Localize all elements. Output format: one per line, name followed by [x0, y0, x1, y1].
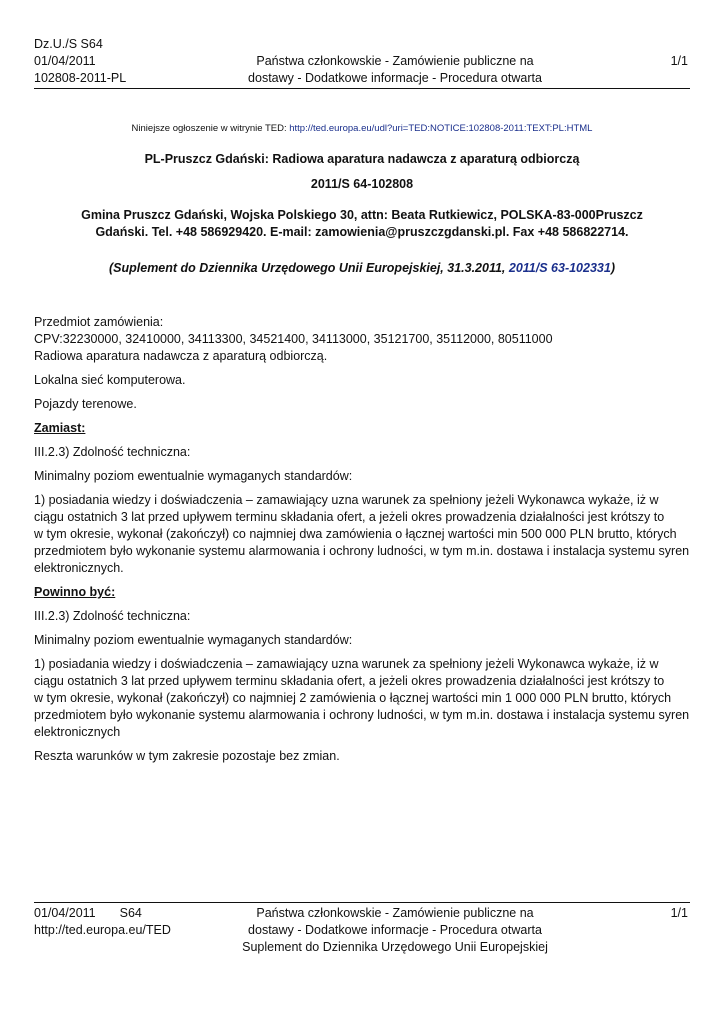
header-center-line1: Państwa członkowskie - Zamówienie publiczne na: [256, 54, 534, 68]
should-min-standards: Minimalny poziom ewentualnie wymaganych standardów:: [34, 633, 353, 647]
header-page-number: 1/1: [670, 54, 688, 68]
footer-left: [34, 905, 171, 939]
should-line: w tym okresie, wykonał (zakończył) co najmniej 2 zamówienia o łącznej wartości min 1 000 000 PLN brutto, których: [34, 691, 672, 705]
instead-min-standards: Minimalny poziom ewentualnie wymaganych standardów:: [34, 469, 353, 483]
should-line: elektronicznych: [34, 725, 121, 739]
supplement-link[interactable]: 2011/S 63-102331: [508, 261, 611, 275]
notice-number: 2011/S 64-102808: [310, 177, 414, 191]
cpv-codes: CPV:32230000, 32410000, 34113300, 34521400, 34113000, 35121700, 35112000, 80511000: [34, 332, 553, 346]
ted-notice-link[interactable]: http://ted.europa.eu/udl?uri=TED:NOTICE:102808-2011:TEXT:PL:HTML: [289, 123, 593, 134]
should-condition: [34, 656, 690, 741]
should-line: 1) posiadania wiedzy i doświadczenia – zamawiający uzna warunek za spełniony jeżeli Wykonawca wykaże, iż w: [34, 657, 659, 671]
page-header: [34, 36, 690, 89]
subject-label: Przedmiot zamówienia:: [34, 315, 164, 329]
footer-date-series: [34, 905, 171, 922]
rest-unchanged: Reszta warunków w tym zakresie pozostaje bez zmian.: [34, 749, 340, 763]
ted-notice-line: [34, 120, 690, 137]
footer-center-line2: dostawy - Dodatkowe informacje - Procedura otwarta: [248, 923, 542, 937]
supplement-reference: [34, 260, 690, 277]
subject-description: Radiowa aparatura nadawcza z aparaturą odbiorczą.: [34, 349, 328, 363]
contracting-authority: [34, 207, 690, 241]
should-section: III.2.3) Zdolność techniczna:: [34, 609, 191, 623]
instead-line: ciągu ostatnich 3 lat przed upływem terminu składania ofert, a jeżeli okres prowadzenia działalności jest krótszy to: [34, 510, 665, 524]
notice-title: PL-Pruszcz Gdański: Radiowa aparatura nadawcza z aparaturą odbiorczą: [144, 152, 580, 166]
footer-center: [214, 905, 576, 956]
header-center-line2: dostawy - Dodatkowe informacje - Procedura otwarta: [248, 71, 542, 85]
instead-section: III.2.3) Zdolność techniczna:: [34, 445, 191, 459]
header-left: [34, 36, 126, 87]
subject-paragraph: [34, 314, 690, 365]
instead-condition: [34, 492, 690, 577]
header-center: [234, 53, 556, 87]
header-notice-ref: 102808-2011-PL: [34, 71, 127, 85]
supplement-prefix: (Suplement do Dziennika Urzędowego Unii Europejskiej, 31.3.2011,: [109, 261, 509, 275]
notice-body: [34, 314, 690, 772]
instead-line: elektronicznych.: [34, 561, 124, 575]
instead-label: Zamiast:: [34, 421, 86, 435]
instead-line: 1) posiadania wiedzy i doświadczenia – zamawiający uzna warunek za spełniony jeżeli Wykonawca wykaże, iż w: [34, 493, 659, 507]
should-be-label: Powinno być:: [34, 585, 116, 599]
footer-page-number: 1/1: [670, 906, 688, 920]
footer-date: 01/04/2011: [34, 906, 96, 920]
footer-series: S64: [119, 906, 142, 920]
should-line: przedmiotem było wykonanie systemu alarmowania i ochrony ludności, w tym m.in. dostawa i instalacja systemu syren: [34, 708, 690, 722]
footer-url: http://ted.europa.eu/TED: [34, 923, 171, 937]
header-date: 01/04/2011: [34, 54, 96, 68]
instead-line: w tym okresie, wykonał (zakończył) co najmniej dwa zamówienia o łącznej wartości min 500 000 PLN brutto, których: [34, 527, 677, 541]
vehicles-paragraph: Pojazdy terenowe.: [34, 397, 137, 411]
header-journal-ref: Dz.U./S S64: [34, 37, 103, 51]
network-paragraph: Lokalna sieć komputerowa.: [34, 373, 186, 387]
instead-line: przedmiotem było wykonanie systemu alarmowania i ochrony ludności, w tym m.in. dostawa i instalacja systemu syren: [34, 544, 690, 558]
ted-notice-prefix: Niniejsze ogłoszenie w witrynie TED:: [131, 123, 290, 134]
page-footer: [34, 902, 690, 954]
footer-center-line1: Państwa członkowskie - Zamówienie publiczne na: [256, 906, 534, 920]
authority-line1: Gmina Pruszcz Gdański, Wojska Polskiego 30, attn: Beata Rutkiewicz, POLSKA-83-000Pruszcz: [81, 208, 643, 222]
footer-center-line3: Suplement do Dziennika Urzędowego Unii Europejskiej: [242, 940, 548, 954]
authority-line2: Gdański. Tel. +48 586929420. E-mail: zamowienia@pruszczgdanski.pl. Fax +48 586822714.: [95, 225, 629, 239]
supplement-suffix: ): [610, 261, 615, 275]
should-line: ciągu ostatnich 3 lat przed upływem terminu składania ofert, a jeżeli okres prowadzenia działalności jest krótszy to: [34, 674, 665, 688]
